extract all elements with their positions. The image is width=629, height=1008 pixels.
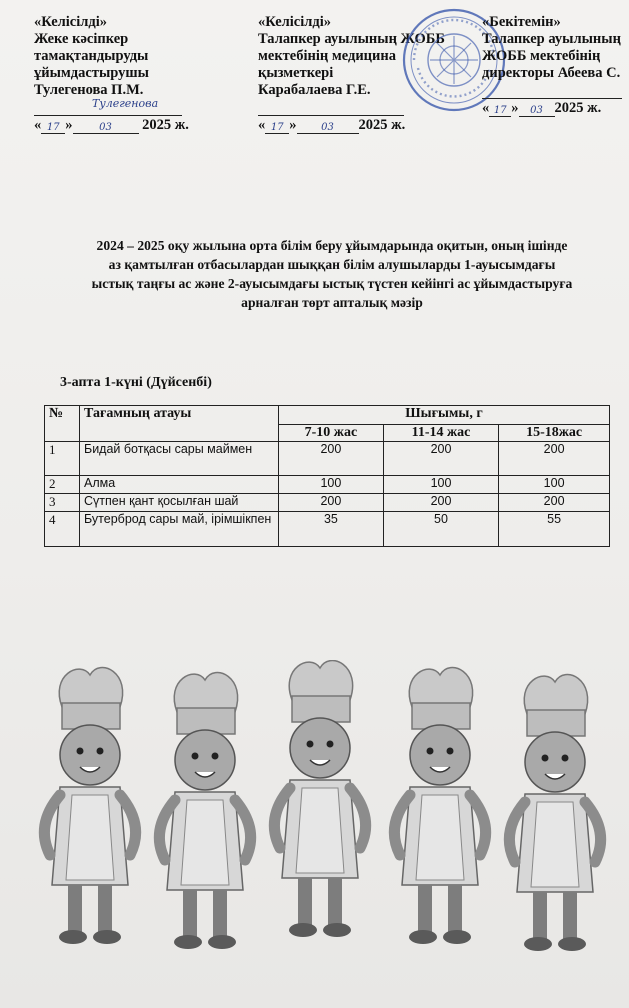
approval-line: Тулегенова П.М. [34, 82, 144, 98]
approval-line: Талапкер ауылының ЖОББ [258, 31, 445, 47]
portion-value: 200 [279, 442, 384, 476]
row-number: 3 [45, 494, 80, 512]
chef-figure [44, 668, 135, 944]
date-day: 17 [265, 119, 289, 134]
day-label: 3-апта 1-күні (Дүйсенбі) [60, 375, 212, 390]
row-number: 2 [45, 476, 80, 494]
portion-value: 55 [499, 512, 610, 547]
portion-value: 200 [499, 494, 610, 512]
dish-name: Бидай ботқасы сары маймен [80, 442, 279, 476]
date-day: 17 [41, 119, 65, 134]
date-year: 2025 ж. [554, 100, 602, 116]
portion-value: 200 [383, 442, 498, 476]
table-row [45, 512, 610, 547]
signature-row [34, 99, 189, 117]
chef-figure [274, 661, 365, 937]
handwritten-signature: Тулегенова [92, 97, 159, 110]
date-day: 17 [489, 102, 511, 117]
portion-value: 100 [383, 476, 498, 494]
document-title [52, 236, 612, 312]
title-line: арналған төрт апталық мәзір [241, 295, 423, 310]
portion-value: 35 [279, 512, 384, 547]
date-month: 03 [519, 102, 555, 117]
portion-value: 200 [279, 494, 384, 512]
portion-value: 200 [499, 442, 610, 476]
signature-row [482, 82, 622, 100]
approval-date: « 17 » 03 2025 ж. [482, 100, 602, 116]
approval-line: ЖОББ мектебінің [482, 48, 601, 64]
column-header-age: 15-18жас [499, 425, 610, 442]
title-line: 2024 – 2025 оқу жылына орта білім беру ұйымдарында оқитын, оның ішінде [96, 238, 568, 253]
portion-value: 100 [279, 476, 384, 494]
date-month: 03 [73, 119, 139, 134]
column-header-output: Шығымы, г [279, 406, 610, 425]
column-header-age: 11-14 жас [383, 425, 498, 442]
title-line: ыстық таңғы ас және 2-ауысымдағы ыстық түстен кейінгі ас ұйымдастыруға [91, 276, 573, 291]
table-row [45, 476, 610, 494]
chef-figure [159, 673, 250, 949]
child-chefs-illustration [20, 660, 620, 960]
title-line: аз қамтылған отбасылардан шыққан білім алушыларды 1-ауысымдағы [108, 257, 556, 272]
row-number: 1 [45, 442, 80, 476]
chef-figure [509, 675, 600, 951]
approval-heading: «Бекітемін» [482, 14, 561, 30]
table-row [45, 494, 610, 512]
column-header-dish: Тағамның атауы [80, 406, 279, 442]
approval-line: мектебінің медицина [258, 48, 396, 64]
menu-table [44, 405, 610, 547]
dish-name: Алма [80, 476, 279, 494]
approval-line: директоры Абеева С. [482, 65, 621, 81]
approval-heading: «Келісілді» [34, 14, 108, 30]
approval-date: « 17 » 03 2025 ж. [34, 117, 189, 133]
approval-block-director [482, 14, 622, 117]
table-header-row [45, 406, 610, 425]
dish-name: Бутерброд сары май, ірімшікпен [80, 512, 279, 547]
date-year: 2025 ж. [142, 117, 189, 133]
chef-figure [394, 668, 485, 944]
table-row [45, 442, 610, 476]
approval-line: тамақтандыруды [34, 48, 149, 64]
approval-line: Карабалаева Г.Е. [258, 82, 371, 98]
approval-line: Талапкер ауылының [482, 31, 621, 47]
approval-line: Жеке кәсіпкер [34, 31, 129, 47]
row-number: 4 [45, 512, 80, 547]
date-year: 2025 ж. [358, 117, 406, 133]
approval-line: ұйымдастырушы [34, 65, 149, 81]
column-header-number: № [45, 406, 80, 442]
approval-line: қызметкері [258, 65, 334, 81]
portion-value: 50 [383, 512, 498, 547]
approval-block-entrepreneur [34, 14, 189, 134]
portion-value: 200 [383, 494, 498, 512]
approval-heading: «Келісілді» [258, 14, 332, 30]
column-header-age: 7-10 жас [279, 425, 384, 442]
approval-date: « 17 » 03 2025 ж. [258, 117, 406, 133]
date-month: 03 [297, 119, 359, 134]
portion-value: 100 [499, 476, 610, 494]
dish-name: Сүтпен қант қосылған шай [80, 494, 279, 512]
